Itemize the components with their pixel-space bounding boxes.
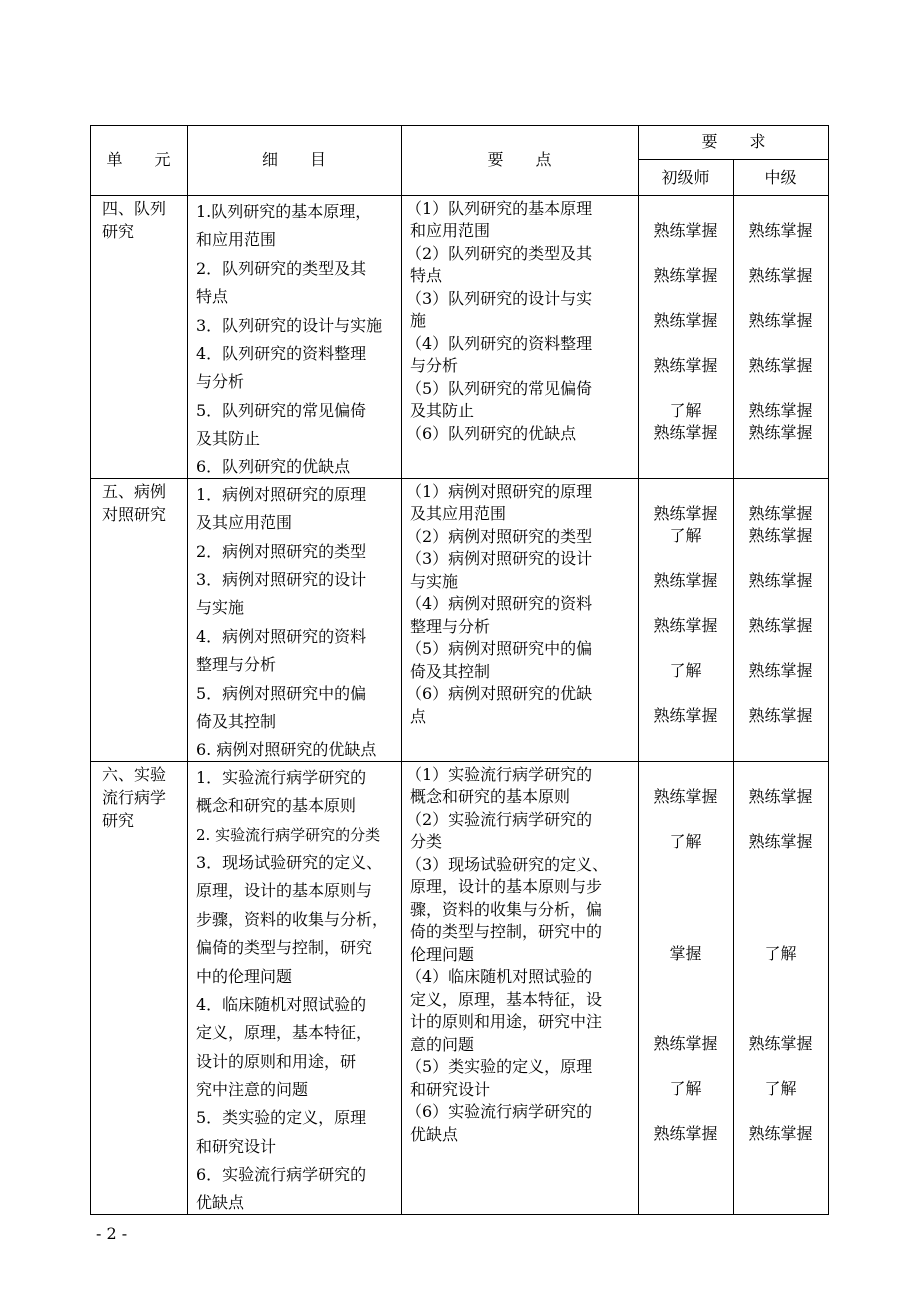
col-divider-1	[187, 125, 188, 1215]
junior-level: 熟练掌握	[653, 221, 718, 240]
point-line: 倚的类型与控制，研究中的	[410, 922, 603, 941]
intermediate-level: 熟练掌握	[748, 504, 813, 523]
junior-level: 熟练掌握	[653, 787, 718, 806]
junior-level: 了解	[669, 526, 702, 545]
point-line: 整理与分析	[410, 617, 491, 636]
detail-line: 6. 病例对照研究的优缺点	[196, 740, 377, 759]
detail-line: 1．病例对照研究的原理	[196, 485, 367, 504]
detail-line: 整理与分析	[196, 655, 277, 674]
table-border-left	[90, 125, 91, 1215]
detail-line: 中的伦理问题	[196, 967, 293, 986]
intermediate-level: 熟练掌握	[748, 1034, 813, 1053]
point-line: 及其防止	[410, 401, 475, 420]
detail-line: 和研究设计	[196, 1137, 277, 1156]
intermediate-level: 熟练掌握	[748, 311, 813, 330]
detail-line: 1．实验流行病学研究的	[196, 768, 367, 787]
point-line: （1）队列研究的基本原理	[406, 199, 593, 218]
point-line: （2）队列研究的类型及其	[406, 244, 593, 263]
point-line: （1）病例对照研究的原理	[406, 482, 593, 501]
junior-level: 熟练掌握	[653, 1124, 718, 1143]
detail-line: 4．临床随机对照试验的	[196, 995, 367, 1014]
point-line: 点	[410, 707, 427, 726]
intermediate-level: 熟练掌握	[748, 356, 813, 375]
header-intermediate: 中级	[764, 168, 797, 187]
point-line: （6）队列研究的优缺点	[406, 424, 577, 443]
intermediate-level: 熟练掌握	[748, 832, 813, 851]
detail-line: 3．队列研究的设计与实施	[196, 316, 383, 335]
point-line: （4）临床随机对照试验的	[406, 967, 593, 986]
detail-line: 与实施	[196, 598, 245, 617]
junior-level: 了解	[669, 661, 702, 680]
point-line: （5）病例对照研究中的偏	[406, 639, 593, 658]
intermediate-level: 熟练掌握	[748, 401, 813, 420]
header-requirement: 要 求	[701, 132, 766, 151]
intermediate-level: 熟练掌握	[748, 616, 813, 635]
intermediate-level: 熟练掌握	[748, 423, 813, 442]
point-line: 与分析	[410, 356, 459, 375]
point-line: 定义，原理，基本特征，设	[410, 990, 603, 1009]
table-border-right	[828, 125, 829, 1215]
header-detail: 细 目	[261, 150, 326, 169]
detail-line: 6．队列研究的优缺点	[196, 457, 351, 476]
intermediate-level: 熟练掌握	[748, 266, 813, 285]
detail-line: 3．病例对照研究的设计	[196, 570, 367, 589]
intermediate-level: 熟练掌握	[748, 706, 813, 725]
detail-line: 2．队列研究的类型及其	[196, 259, 367, 278]
detail-line: 5．病例对照研究中的偏	[196, 684, 367, 703]
point-line: 优缺点	[410, 1125, 459, 1144]
point-line: 施	[410, 311, 427, 330]
detail-line: 4．病例对照研究的资料	[196, 627, 367, 646]
intermediate-level: 了解	[764, 944, 797, 963]
unit-line: 研究	[102, 222, 135, 241]
unit-line: 五、病例	[102, 482, 167, 501]
junior-level: 熟练掌握	[653, 266, 718, 285]
header-junior: 初级师	[661, 168, 710, 187]
detail-line: 及其应用范围	[196, 513, 293, 532]
point-line: 计的原则和用途，研究中注	[410, 1012, 603, 1031]
detail-line: 5．队列研究的常见偏倚	[196, 401, 367, 420]
header-bottom-line	[90, 195, 829, 196]
col-divider-2	[401, 125, 402, 1215]
unit-line: 研究	[102, 811, 135, 830]
point-line: （3）队列研究的设计与实	[406, 289, 593, 308]
detail-line: 5．类实验的定义，原理	[196, 1108, 367, 1127]
detail-line: 4．队列研究的资料整理	[196, 344, 367, 363]
detail-line: 与分析	[196, 372, 245, 391]
unit-line: 四、队列	[102, 199, 167, 218]
point-line: （4）队列研究的资料整理	[406, 334, 593, 353]
detail-line: 究中注意的问题	[196, 1080, 309, 1099]
unit-line: 对照研究	[102, 505, 167, 524]
point-line: 和应用范围	[410, 221, 491, 240]
detail-line: 1.队列研究的基本原理，	[196, 202, 372, 221]
junior-level: 熟练掌握	[653, 1034, 718, 1053]
point-line: 倚及其控制	[410, 662, 491, 681]
junior-level: 熟练掌握	[653, 356, 718, 375]
point-line: 特点	[410, 266, 443, 285]
detail-line: 偏倚的类型与控制，研究	[196, 938, 373, 957]
point-line: （5）队列研究的常见偏倚	[406, 379, 593, 398]
point-line: 伦理问题	[410, 945, 475, 964]
detail-line: 设计的原则和用途，研	[196, 1052, 357, 1071]
detail-line: 及其防止	[196, 429, 261, 448]
detail-line: 特点	[196, 287, 229, 306]
detail-line: 概念和研究的基本原则	[196, 796, 357, 815]
junior-level: 熟练掌握	[653, 571, 718, 590]
detail-line: 步骤，资料的收集与分析，	[196, 910, 389, 929]
intermediate-level: 熟练掌握	[748, 221, 813, 240]
point-line: （4）病例对照研究的资料	[406, 594, 593, 613]
point-line: 概念和研究的基本原则	[410, 787, 571, 806]
point-line: （3）病例对照研究的设计	[406, 549, 593, 568]
page-number: - 2 -	[96, 1224, 128, 1243]
intermediate-level: 了解	[764, 1079, 797, 1098]
point-line: （1）实验流行病学研究的	[406, 765, 593, 784]
point-line: 及其应用范围	[410, 504, 507, 523]
detail-line: 和应用范围	[196, 230, 277, 249]
intermediate-level: 熟练掌握	[748, 1124, 813, 1143]
detail-line: 6．实验流行病学研究的	[196, 1165, 367, 1184]
point-line: （3）现场试验研究的定义、	[406, 855, 609, 874]
junior-level: 熟练掌握	[653, 504, 718, 523]
point-line: 骤，资料的收集与分析，偏	[410, 900, 603, 919]
point-line: 原理，设计的基本原则与步	[410, 877, 603, 896]
junior-level: 熟练掌握	[653, 423, 718, 442]
intermediate-level: 熟练掌握	[748, 787, 813, 806]
point-line: 意的问题	[410, 1035, 475, 1054]
junior-level: 熟练掌握	[653, 706, 718, 725]
unit-line: 流行病学	[102, 788, 167, 807]
point-line: 分类	[410, 832, 443, 851]
point-line: （6）实验流行病学研究的	[406, 1102, 593, 1121]
detail-line: 2. 实验流行病学研究的分类	[196, 826, 381, 844]
intermediate-level: 熟练掌握	[748, 571, 813, 590]
detail-line: 优缺点	[196, 1193, 245, 1212]
junior-level: 了解	[669, 401, 702, 420]
unit-line: 六、实验	[102, 765, 167, 784]
detail-line: 原理，设计的基本原则与	[196, 881, 373, 900]
point-line: （5）类实验的定义，原理	[406, 1057, 593, 1076]
point-line: 和研究设计	[410, 1080, 491, 1099]
point-line: （2）实验流行病学研究的	[406, 810, 593, 829]
point-line: 与实施	[410, 572, 459, 591]
intermediate-level: 熟练掌握	[748, 526, 813, 545]
detail-line: 倚及其控制	[196, 712, 277, 731]
detail-line: 3．现场试验研究的定义、	[196, 853, 383, 872]
junior-level: 掌握	[669, 944, 702, 963]
detail-line: 2．病例对照研究的类型	[196, 542, 367, 561]
point-line: （6）病例对照研究的优缺	[406, 684, 593, 703]
junior-level: 熟练掌握	[653, 616, 718, 635]
header-unit: 单 元	[106, 150, 171, 169]
header-points: 要 点	[487, 150, 552, 169]
junior-level: 熟练掌握	[653, 311, 718, 330]
detail-line: 定义，原理，基本特征，	[196, 1023, 373, 1042]
intermediate-level: 熟练掌握	[748, 661, 813, 680]
table-border-top	[90, 125, 829, 126]
junior-level: 了解	[669, 1079, 702, 1098]
point-line: （2）病例对照研究的类型	[406, 527, 593, 546]
junior-level: 了解	[669, 832, 702, 851]
syllabus-table	[90, 125, 829, 1215]
